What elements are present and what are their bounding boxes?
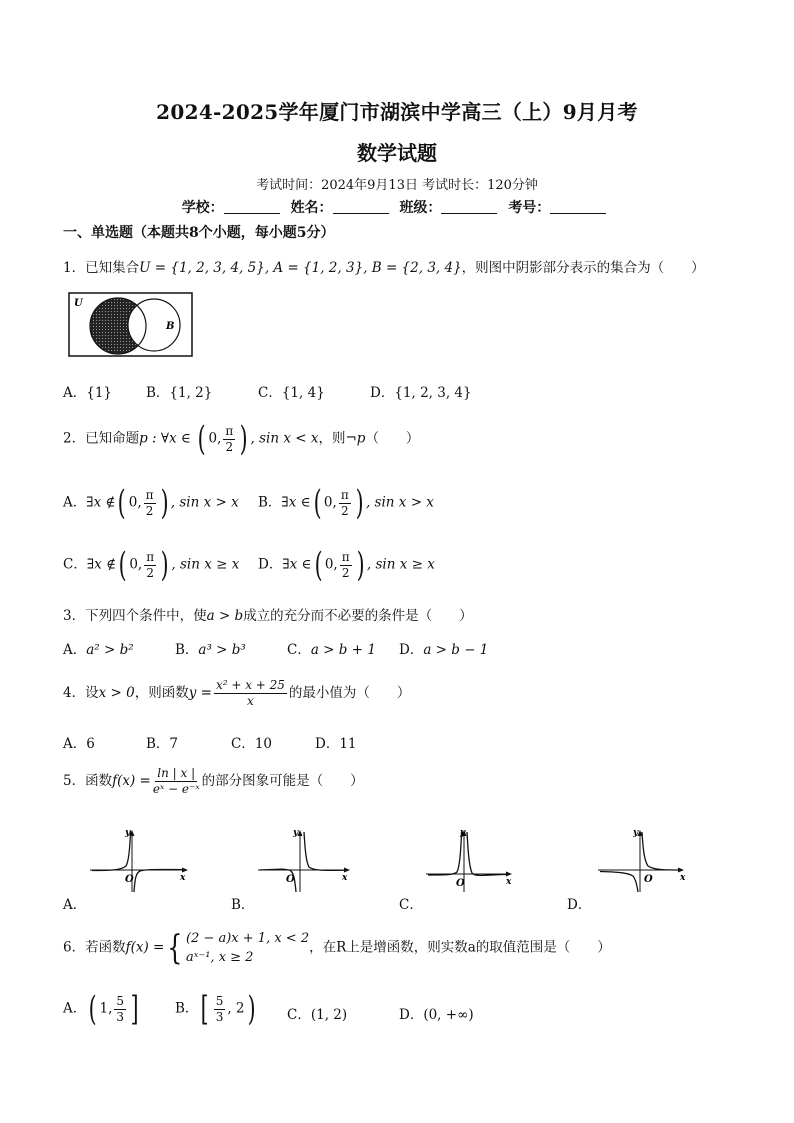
frac-num: x² + x + 25 — [215, 678, 285, 692]
close-bracket: ) — [247, 989, 256, 1029]
open-paren: ( — [118, 483, 127, 523]
option-label: D． — [399, 642, 424, 658]
q5-pre: 函数 — [85, 773, 113, 789]
question-1 — [63, 256, 705, 276]
option-text: {1, 4} — [281, 385, 325, 401]
option-text: 6 — [86, 736, 95, 752]
q6-option-c[interactable] — [287, 1003, 347, 1023]
axis-y-label: y — [293, 828, 299, 838]
q5-func: f(x) = — [112, 773, 151, 789]
pi-over-2 — [340, 550, 352, 581]
frac-num: ln | x | — [157, 766, 196, 780]
option-label: D． — [258, 556, 283, 573]
question-2 — [63, 419, 420, 459]
exam-number-blank[interactable] — [550, 199, 606, 214]
q4-condition: x > 0 — [98, 685, 135, 701]
q2-condition: , sin x < x — [250, 430, 319, 447]
frac-den: 2 — [341, 565, 350, 580]
q6-option-d[interactable] — [399, 1003, 474, 1023]
q1-option-a[interactable] — [63, 381, 112, 401]
question-4 — [63, 678, 410, 709]
q2-close-paren: ) — [239, 419, 248, 459]
option-label: A． — [63, 385, 87, 401]
q5-post: 的部分图象可能是（ ） — [201, 773, 364, 789]
five-thirds — [214, 994, 226, 1025]
q5-graph-b — [256, 826, 362, 894]
name-blank[interactable] — [333, 199, 389, 214]
frac-num: π — [340, 487, 349, 502]
close-paren: ) — [160, 545, 169, 585]
q1-number: 1． — [63, 260, 86, 276]
option-text: {1} — [86, 385, 113, 401]
q6-number: 6． — [63, 939, 86, 956]
option-quantifier: ∃x ∉ — [86, 556, 117, 573]
option-label: D． — [370, 385, 395, 401]
origin-label: O — [456, 878, 465, 889]
frac-num: π — [146, 549, 155, 564]
q3-condition: a > b — [206, 608, 244, 624]
q6-option-b[interactable] — [175, 989, 258, 1029]
option-tail: , sin x > x — [170, 494, 239, 511]
frac-num: 5 — [116, 993, 125, 1008]
q2-bracket: （ ） — [365, 430, 420, 447]
q1-option-b[interactable] — [146, 381, 212, 401]
close-bracket: ] — [130, 989, 139, 1029]
q3-option-d[interactable] — [399, 638, 488, 658]
section-title: 一、单选题（本题共8个小题，每小题5分） — [63, 225, 335, 241]
option-tail: , sin x ≥ x — [366, 556, 435, 573]
option-label: C． — [258, 385, 282, 401]
option-text: {1, 2} — [169, 385, 213, 401]
option-label: D． — [399, 1007, 424, 1023]
interval-left: 0, — [129, 556, 143, 573]
option-text: a³ > b³ — [198, 642, 246, 658]
q2-option-a[interactable] — [63, 483, 239, 523]
q1-option-d[interactable] — [370, 381, 472, 401]
axis-x-label: x — [180, 873, 186, 883]
q2-option-b[interactable] — [258, 483, 434, 523]
q4-func: y = — [188, 685, 212, 701]
q3-option-a[interactable] — [63, 638, 134, 658]
q2-post: ，则 — [318, 430, 346, 447]
frac-den: 2 — [145, 503, 154, 518]
q1-pre: 已知集合 — [85, 260, 140, 276]
close-paren: ) — [356, 545, 365, 585]
q4-option-b[interactable] — [146, 732, 178, 752]
interval-right: , 2 — [227, 1000, 245, 1017]
close-paren: ) — [355, 483, 364, 523]
q5-option-a[interactable]: A． — [63, 897, 87, 913]
exam-info: 考试时间：2024年9月13日 考试时长：120分钟 — [256, 178, 538, 193]
q4-mid: ，则函数 — [134, 685, 189, 701]
q5-graph-d — [596, 826, 696, 894]
option-label: B． — [258, 494, 282, 511]
q3-pre: 下列四个条件中，使 — [85, 608, 207, 624]
option-label: C． — [63, 556, 87, 573]
axis-x-label: x — [680, 873, 686, 883]
q3-option-c[interactable] — [287, 638, 376, 658]
q2-proposition: p : ∀x ∈ — [139, 430, 191, 447]
five-thirds — [114, 994, 126, 1025]
pi-over-2 — [144, 550, 156, 581]
interval-left: 0, — [324, 556, 338, 573]
question-3 — [63, 604, 473, 624]
q4-option-c[interactable] — [231, 732, 272, 752]
frac-den: eˣ − e⁻ˣ — [152, 782, 200, 796]
q6-option-a[interactable] — [63, 989, 141, 1029]
school-label: 学校： — [181, 200, 224, 216]
q2-option-c[interactable] — [63, 545, 240, 585]
frac-den: 2 — [225, 439, 234, 454]
frac-num: π — [145, 487, 154, 502]
option-label: C． — [287, 642, 311, 658]
q5-option-c[interactable]: C． — [399, 897, 423, 913]
q1-option-c[interactable] — [258, 381, 325, 401]
school-blank[interactable] — [224, 199, 280, 214]
q4-option-d[interactable] — [315, 732, 357, 752]
q6-func: f(x) = — [125, 939, 165, 956]
q6-case-1: (2 − a)x + 1, x < 2 — [185, 931, 310, 946]
question-6 — [63, 928, 611, 968]
option-text: a² > b² — [86, 642, 134, 658]
option-label: C． — [231, 736, 255, 752]
q5-graph-a — [88, 826, 194, 894]
q5-fraction — [153, 766, 200, 797]
option-label: C． — [287, 1007, 311, 1023]
q4-post: 的最小值为（ ） — [288, 685, 411, 701]
interval-left: 1, — [99, 1000, 113, 1017]
page-subtitle: 数学试题 — [357, 141, 437, 165]
q3-post: 成立的充分而不必要的条件是（ ） — [243, 608, 473, 624]
axis-y-label: y — [125, 828, 131, 838]
open-bracket: ( — [88, 989, 97, 1029]
open-bracket: [ — [201, 989, 210, 1029]
option-tail: , sin x ≥ x — [171, 556, 240, 573]
q5-option-b[interactable]: B． — [231, 897, 255, 913]
q2-pre: 已知命题 — [85, 430, 140, 447]
origin-label: O — [286, 874, 295, 885]
open-paren: ( — [118, 545, 127, 585]
option-label: A． — [63, 642, 87, 658]
q3-number: 3． — [63, 608, 86, 624]
q4-number: 4． — [63, 685, 86, 701]
option-tail: , sin x > x — [365, 494, 434, 511]
q5-number: 5． — [63, 773, 86, 789]
option-text: (0, +∞) — [423, 1007, 474, 1023]
option-quantifier: ∃x ∉ — [86, 494, 116, 511]
option-label: A． — [63, 736, 87, 752]
option-label: A． — [63, 494, 87, 511]
q5-option-d[interactable]: D． — [567, 897, 592, 913]
q6-brace: { — [167, 928, 183, 968]
option-text: 7 — [169, 736, 179, 752]
q5-graph-c — [424, 826, 530, 894]
interval-left: 0, — [323, 494, 337, 511]
q6-case-2: aˣ⁻¹, x ≥ 2 — [185, 950, 254, 965]
question-5 — [63, 766, 364, 797]
open-paren: ( — [313, 483, 322, 523]
venn-u-label: U — [74, 298, 83, 309]
frac-num: π — [341, 549, 350, 564]
q2-interval-left: 0, — [208, 430, 222, 447]
q2-negation: ¬p — [345, 430, 366, 447]
open-paren: ( — [314, 545, 323, 585]
exam-number-label: 考号： — [508, 200, 551, 216]
frac-den: 2 — [340, 503, 349, 518]
option-text: 10 — [254, 736, 273, 752]
q2-pi-over-2 — [223, 424, 235, 455]
origin-label: O — [644, 874, 653, 885]
axis-x-label: x — [506, 877, 512, 887]
frac-den: 3 — [215, 1009, 224, 1024]
q3-option-b[interactable] — [175, 638, 246, 658]
option-quantifier: ∃x ∈ — [281, 494, 311, 511]
option-label: D． — [315, 736, 340, 752]
origin-label: O — [125, 874, 134, 885]
q2-option-d[interactable] — [258, 545, 435, 585]
option-label: B． — [175, 642, 199, 658]
pi-over-2 — [339, 488, 351, 519]
frac-den: 2 — [146, 565, 154, 580]
q2-number: 2． — [63, 430, 86, 447]
option-text: (1, 2) — [310, 1007, 348, 1023]
venn-b-label: B — [166, 321, 175, 332]
option-label: B． — [175, 1000, 199, 1017]
q6-cases — [186, 929, 309, 967]
q6-post: ，在R上是增函数，则实数a的取值范围是（ ） — [309, 939, 611, 956]
option-text: a > b − 1 — [423, 642, 489, 658]
option-quantifier: ∃x ∈ — [282, 556, 312, 573]
q4-fraction — [214, 678, 287, 709]
axis-y-label: y — [633, 828, 639, 838]
q4-option-a[interactable] — [63, 732, 95, 752]
student-info-fields — [0, 197, 794, 217]
class-blank[interactable] — [441, 199, 497, 214]
q2-open-paren: ( — [197, 419, 206, 459]
axis-x-label: x — [342, 873, 348, 883]
option-label: B． — [146, 385, 170, 401]
q4-pre: 设 — [85, 685, 99, 701]
option-label: A． — [63, 1000, 87, 1017]
interval-left: 0, — [128, 494, 142, 511]
q1-post: ，则图中阴影部分表示的集合为（ ） — [461, 260, 705, 276]
q6-pre: 若函数 — [85, 939, 126, 956]
frac-num: π — [225, 423, 234, 438]
option-text: 11 — [339, 736, 357, 752]
axis-y-label: y — [460, 828, 466, 838]
option-text: a > b + 1 — [310, 642, 376, 658]
pi-over-2 — [144, 488, 156, 519]
class-label: 班级： — [399, 200, 442, 216]
venn-diagram — [68, 292, 194, 358]
frac-den: 3 — [116, 1009, 125, 1024]
name-label: 姓名： — [290, 200, 333, 216]
page-title: 2024-2025学年厦门市湖滨中学高三（上）9月月考 — [156, 100, 638, 124]
option-text: {1, 2, 3, 4} — [394, 385, 472, 401]
frac-den: x — [247, 694, 254, 708]
close-paren: ) — [160, 483, 169, 523]
frac-num: 5 — [215, 993, 224, 1008]
q1-sets: U = {1, 2, 3, 4, 5}, A = {1, 2, 3}, B = {2, 3, 4} — [139, 260, 462, 276]
option-label: B． — [146, 736, 170, 752]
